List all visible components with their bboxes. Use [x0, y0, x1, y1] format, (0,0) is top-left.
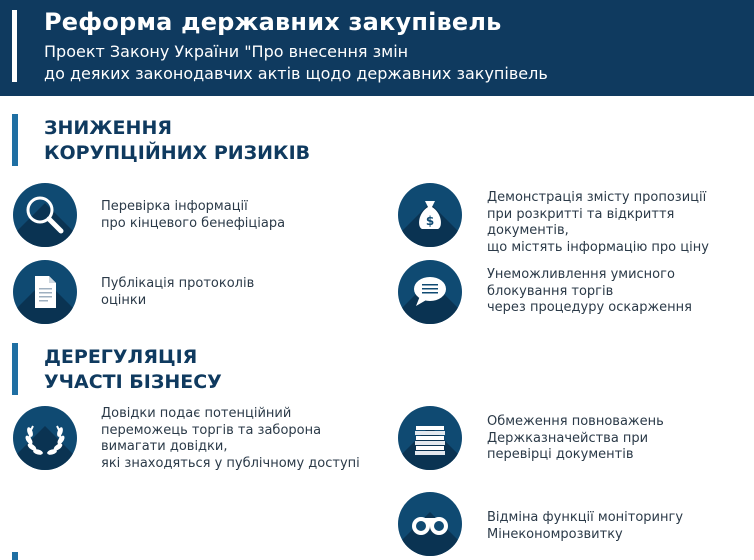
item-text-monitoring: Відміна функції моніторингу Мінекономрозвитку — [487, 510, 684, 542]
page-subtitle-line-1: Проект Закону України "Про внесення змін — [44, 42, 409, 61]
laurel-wreath-icon — [13, 406, 77, 470]
item-text-protocols: Публікація протоколів оцінки — [101, 276, 255, 308]
section-accent-bar — [12, 552, 18, 560]
paper-stack-icon — [398, 406, 462, 470]
speech-bubble-icon — [398, 260, 462, 324]
section-title-line: КОРУПЦІЙНИХ РИЗИКІВ — [44, 142, 311, 164]
section-title-line: ЗНИЖЕННЯ — [44, 117, 172, 139]
header-accent-bar — [12, 10, 17, 82]
section-title-line: УЧАСТІ БІЗНЕСУ — [44, 371, 222, 393]
item-text-certificates: Довідки подає потенційний переможець торгів та заборона вимагати довідки, які знаходяться у публічному доступі — [101, 406, 360, 471]
svg-text:$: $ — [425, 214, 435, 228]
header-banner — [0, 0, 754, 96]
item-text-treasury: Обмеження повноважень Держказначейства при перевірці документів — [487, 414, 664, 462]
magnifier-icon — [13, 183, 77, 247]
binoculars-icon — [398, 492, 462, 556]
section-accent-bar — [12, 343, 18, 395]
page-title: Реформа державних закупівель — [44, 8, 502, 36]
item-text-blocking: Унеможливлення умисного блокування торгів через процедуру оскарження — [487, 267, 692, 315]
item-text-beneficiary: Перевірка інформації про кінцевого бенефіціара — [101, 199, 286, 231]
document-icon — [13, 260, 77, 324]
section-title-line: ДЕРЕГУЛЯЦІЯ — [44, 346, 198, 368]
page-subtitle-line-2: до деяких законодавчих актів щодо державних закупівель — [44, 64, 548, 83]
item-text-proposal-content: Демонстрація змісту пропозиції при розкритті та відкриття документів, що містять інформацію про ціну — [487, 190, 709, 255]
section-title-corruption — [44, 116, 310, 166]
section-accent-bar — [12, 114, 18, 166]
section-title-deregulation — [44, 345, 222, 395]
money-bag-icon — [398, 183, 462, 247]
